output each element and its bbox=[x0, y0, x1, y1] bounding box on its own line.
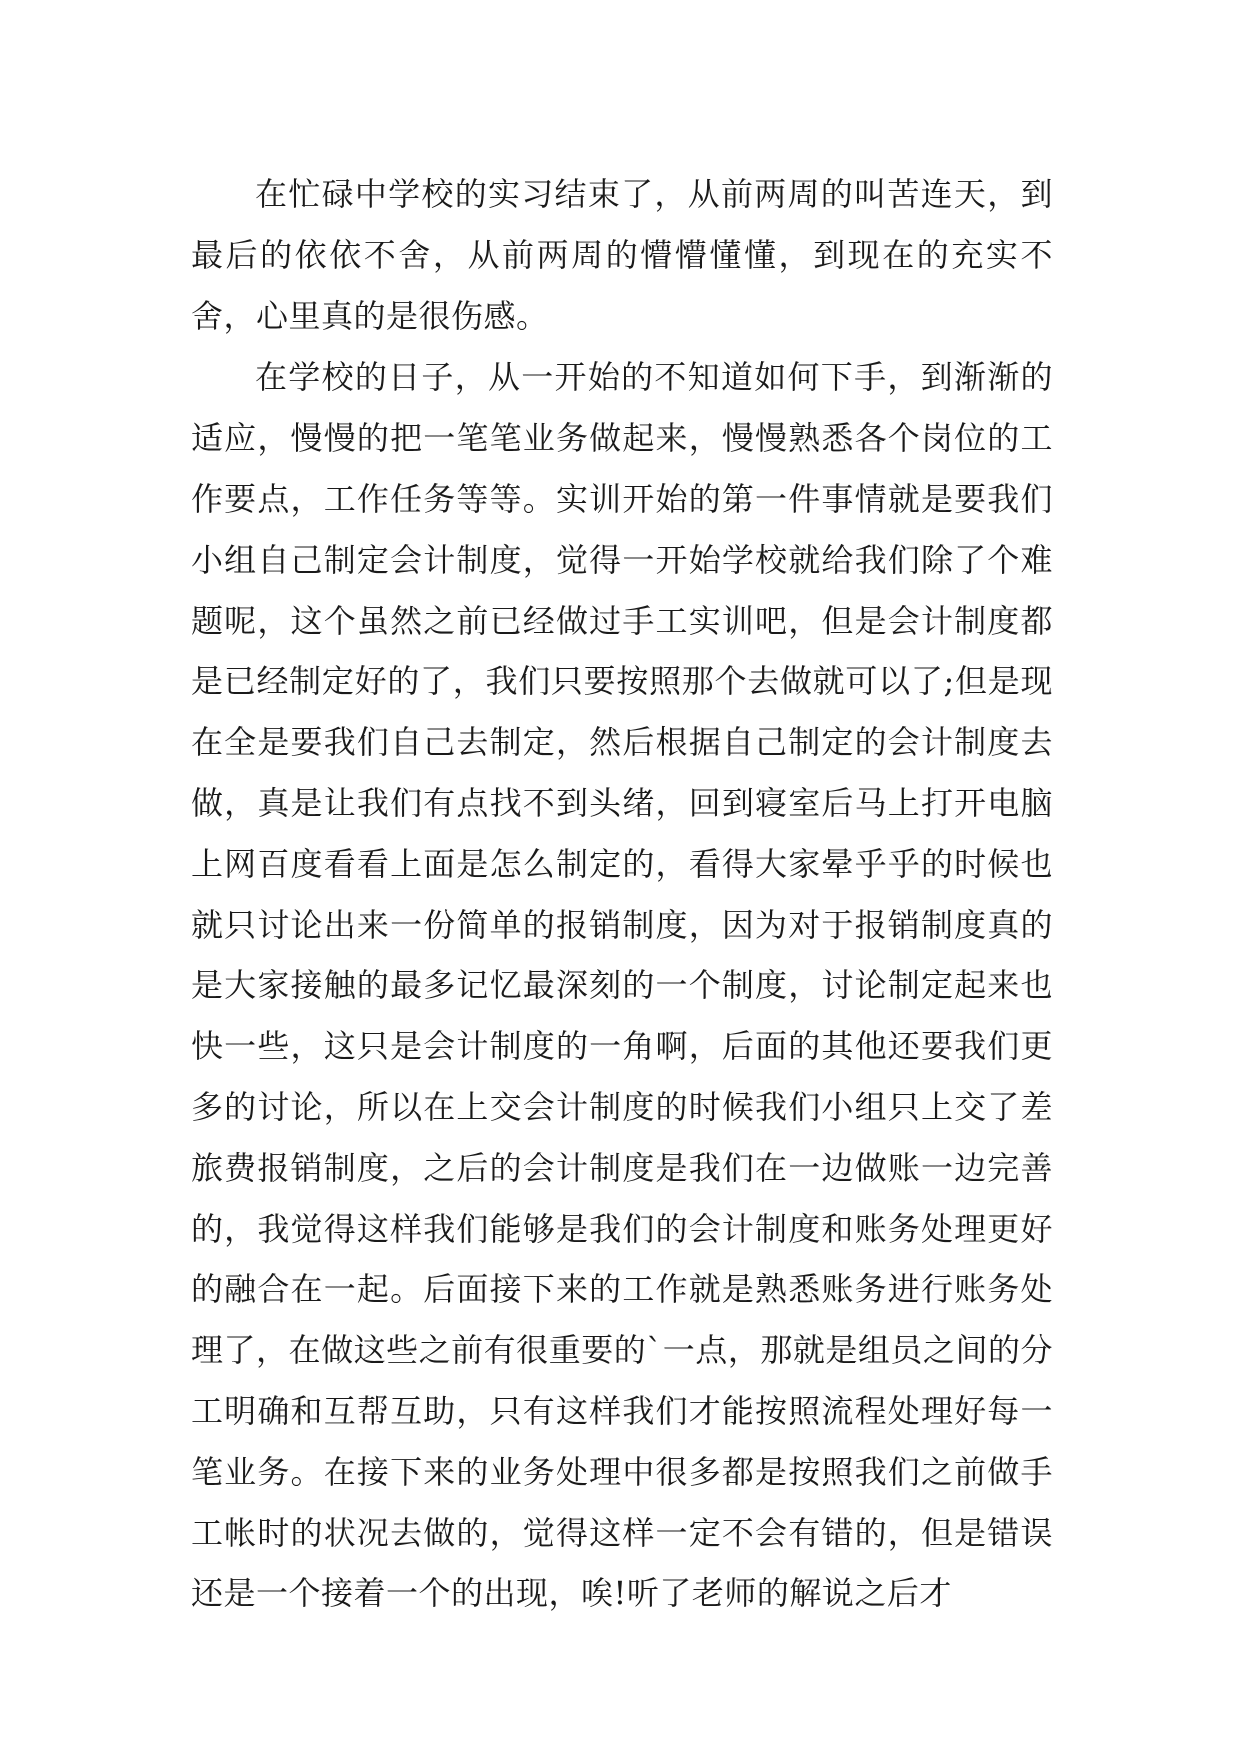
paragraph-1: 在忙碌中学校的实习结束了，从前两周的叫苦连天，到最后的依依不舍，从前两周的懵懵懂懂，到现在的充实不舍，心里真的是很伤感。 bbox=[191, 175, 1053, 335]
paragraph-2: 在学校的日子，从一开始的不知道如何下手，到渐渐的适应，慢慢的把一笔笔业务做起来，慢慢熟悉各个岗位的工作要点，工作任务等等。实训开始的第一件事情就是要我们小组自己制定会计制度，觉得一开始学校就给我们除了个难题呢，这个虽然之前已经做过手工实训吧，但是会计制度都是已经制定好的了，我们只要按照那个去做就可以了;但是现在全是要我们自己去制定，然后根据自己制定的会计制度去做，真是让我们有点找不到头绪，回到寝室后马上打开电脑上网百度看看上面是怎么制定的，看得大家晕乎乎的时候也就只讨论出来一份简单的报销制度，因为对于报销制度真的是大家接触的最多记忆最深刻的一个制度，讨论制定起来也快一些，这只是会计制度的一角啊，后面的其他还要我们更多的讨论，所以在上交会计制度的时候我们小组只上交了差旅费报销制度，之后的会计制度是我们在一边做账一边完善的，我觉得这样我们能够是我们的会计制度和账务处理更好的融合在一起。后面接下来的工作就是熟悉账务进行账务处理了，在做这些之前有很重要的`一点，那就是组员之间的分工明确和互帮互助，只有这样我们才能按照流程处理好每一笔业务。在接下来的业务处理中很多都是按照我们之前做手工帐时的状况去做的，觉得这样一定不会有错的，但是错误还是一个接着一个的出现，唉!听了老师的解说之后才 bbox=[191, 358, 1053, 1613]
document-body bbox=[191, 164, 1053, 1625]
